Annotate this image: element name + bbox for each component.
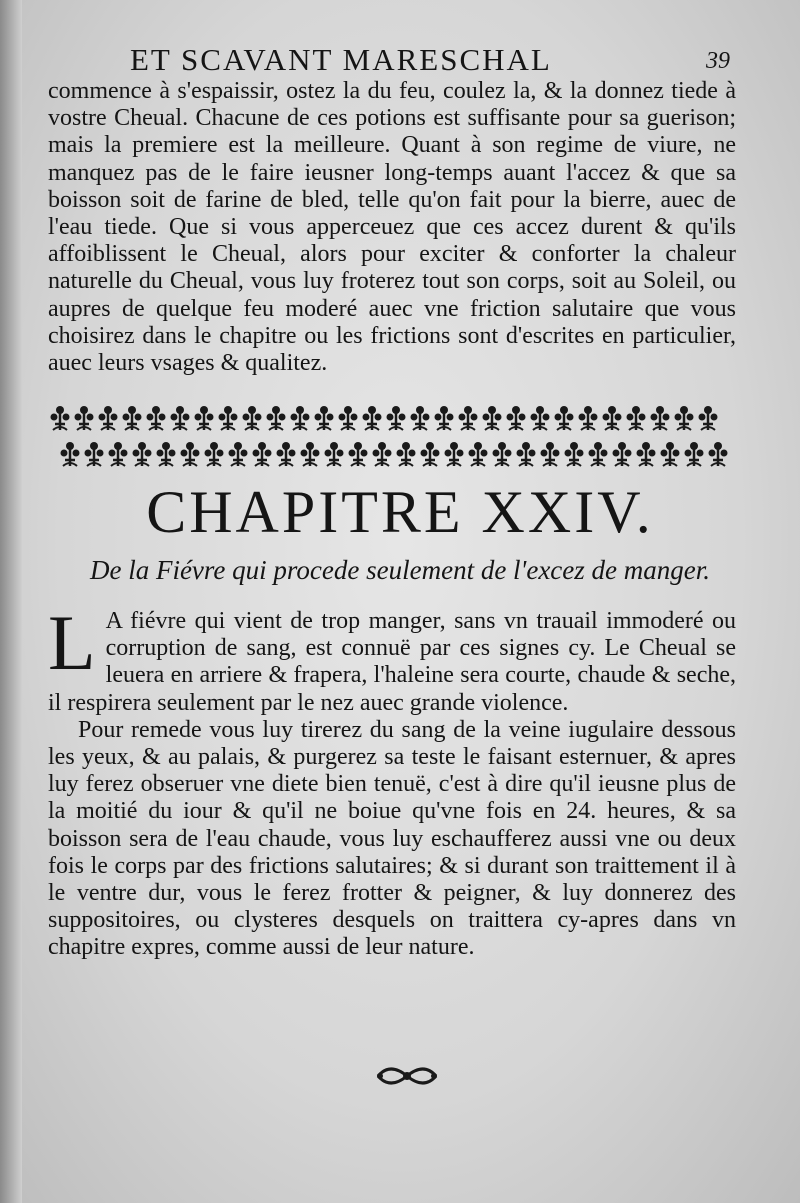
tailpiece-fleuron-icon — [372, 1060, 442, 1092]
continued-paragraph — [48, 78, 736, 377]
chapter-subtitle: De la Fiévre qui procede seulement de l'excez de manger. — [89, 555, 711, 585]
running-title: ET SCAVANT MARESCHAL — [130, 42, 552, 77]
paragraph-1-text: A fiévre qui vient de trop manger, sans vn trauail immoderé ou corruption de sang, est connuë par ces signes cy. Le Cheual se leuera en arriere & frapera, l'haleine sera courte, chaude & seche, il respirera seulement par le nez auec grande violence. — [48, 608, 736, 716]
page-header — [130, 42, 730, 82]
page-gutter — [0, 0, 22, 1203]
top-paragraph: commence à s'espaissir, ostez la du feu, coulez la, & la donnez tiede à vostre Cheual. Chacune de ces potions est suffisante pour sa guerison; mais la premiere est la meilleure. Quant à son regime de viure, ne manquez pas de le faire ieusner long-temps auant l'accez & que sa boisson soit de farine de bled, telle qu'on fait pour la bierre, auec de l'eau tiede. Que si vous apperceuez que ces accez durent & qu'ils affoiblissent le Cheual, alors pour exciter & conforter la chaleur naturelle du Cheual, vous luy froterez tout son corps, soit au Soleil, ou aupres de quelque feu moderé auec vne friction salutaire que vous choisirez dans le chapitre ou les frictions sont d'escrites en particulier, auec leurs vsages & qualitez. — [48, 78, 736, 377]
chapter-title: CHAPITRE XXIV. — [146, 479, 654, 545]
paragraph-1 — [48, 599, 736, 717]
drop-cap: L — [48, 599, 96, 686]
page-number: 39 — [706, 48, 730, 74]
fleuron-band-icon — [48, 402, 734, 472]
chapter-body — [48, 599, 736, 962]
paragraph-2: Pour remede vous luy tirerez du sang de la veine iugulaire dessous les yeux, & au palais, & purgerez sa teste le faisant esternuer, & apres luy ferez obseruer vne diete bien tenuë, c'est à dire qu'il ieusne plus de la moitié du iour & qu'il ne boiue qu'vne fois en 24. heures, & sa boisson sera de l'eau chaude, vous luy eschaufferez aussi vne ou deux fois le corps par des frictions salutaires; & si durant son traittement il à le ventre dur, vous le ferez frotter & peigner, & luy donnerez des suppositoires, ou clysteres desquels on traittera cy-apres dans vn chapitre expres, comme aussi de leur nature. — [48, 716, 736, 961]
